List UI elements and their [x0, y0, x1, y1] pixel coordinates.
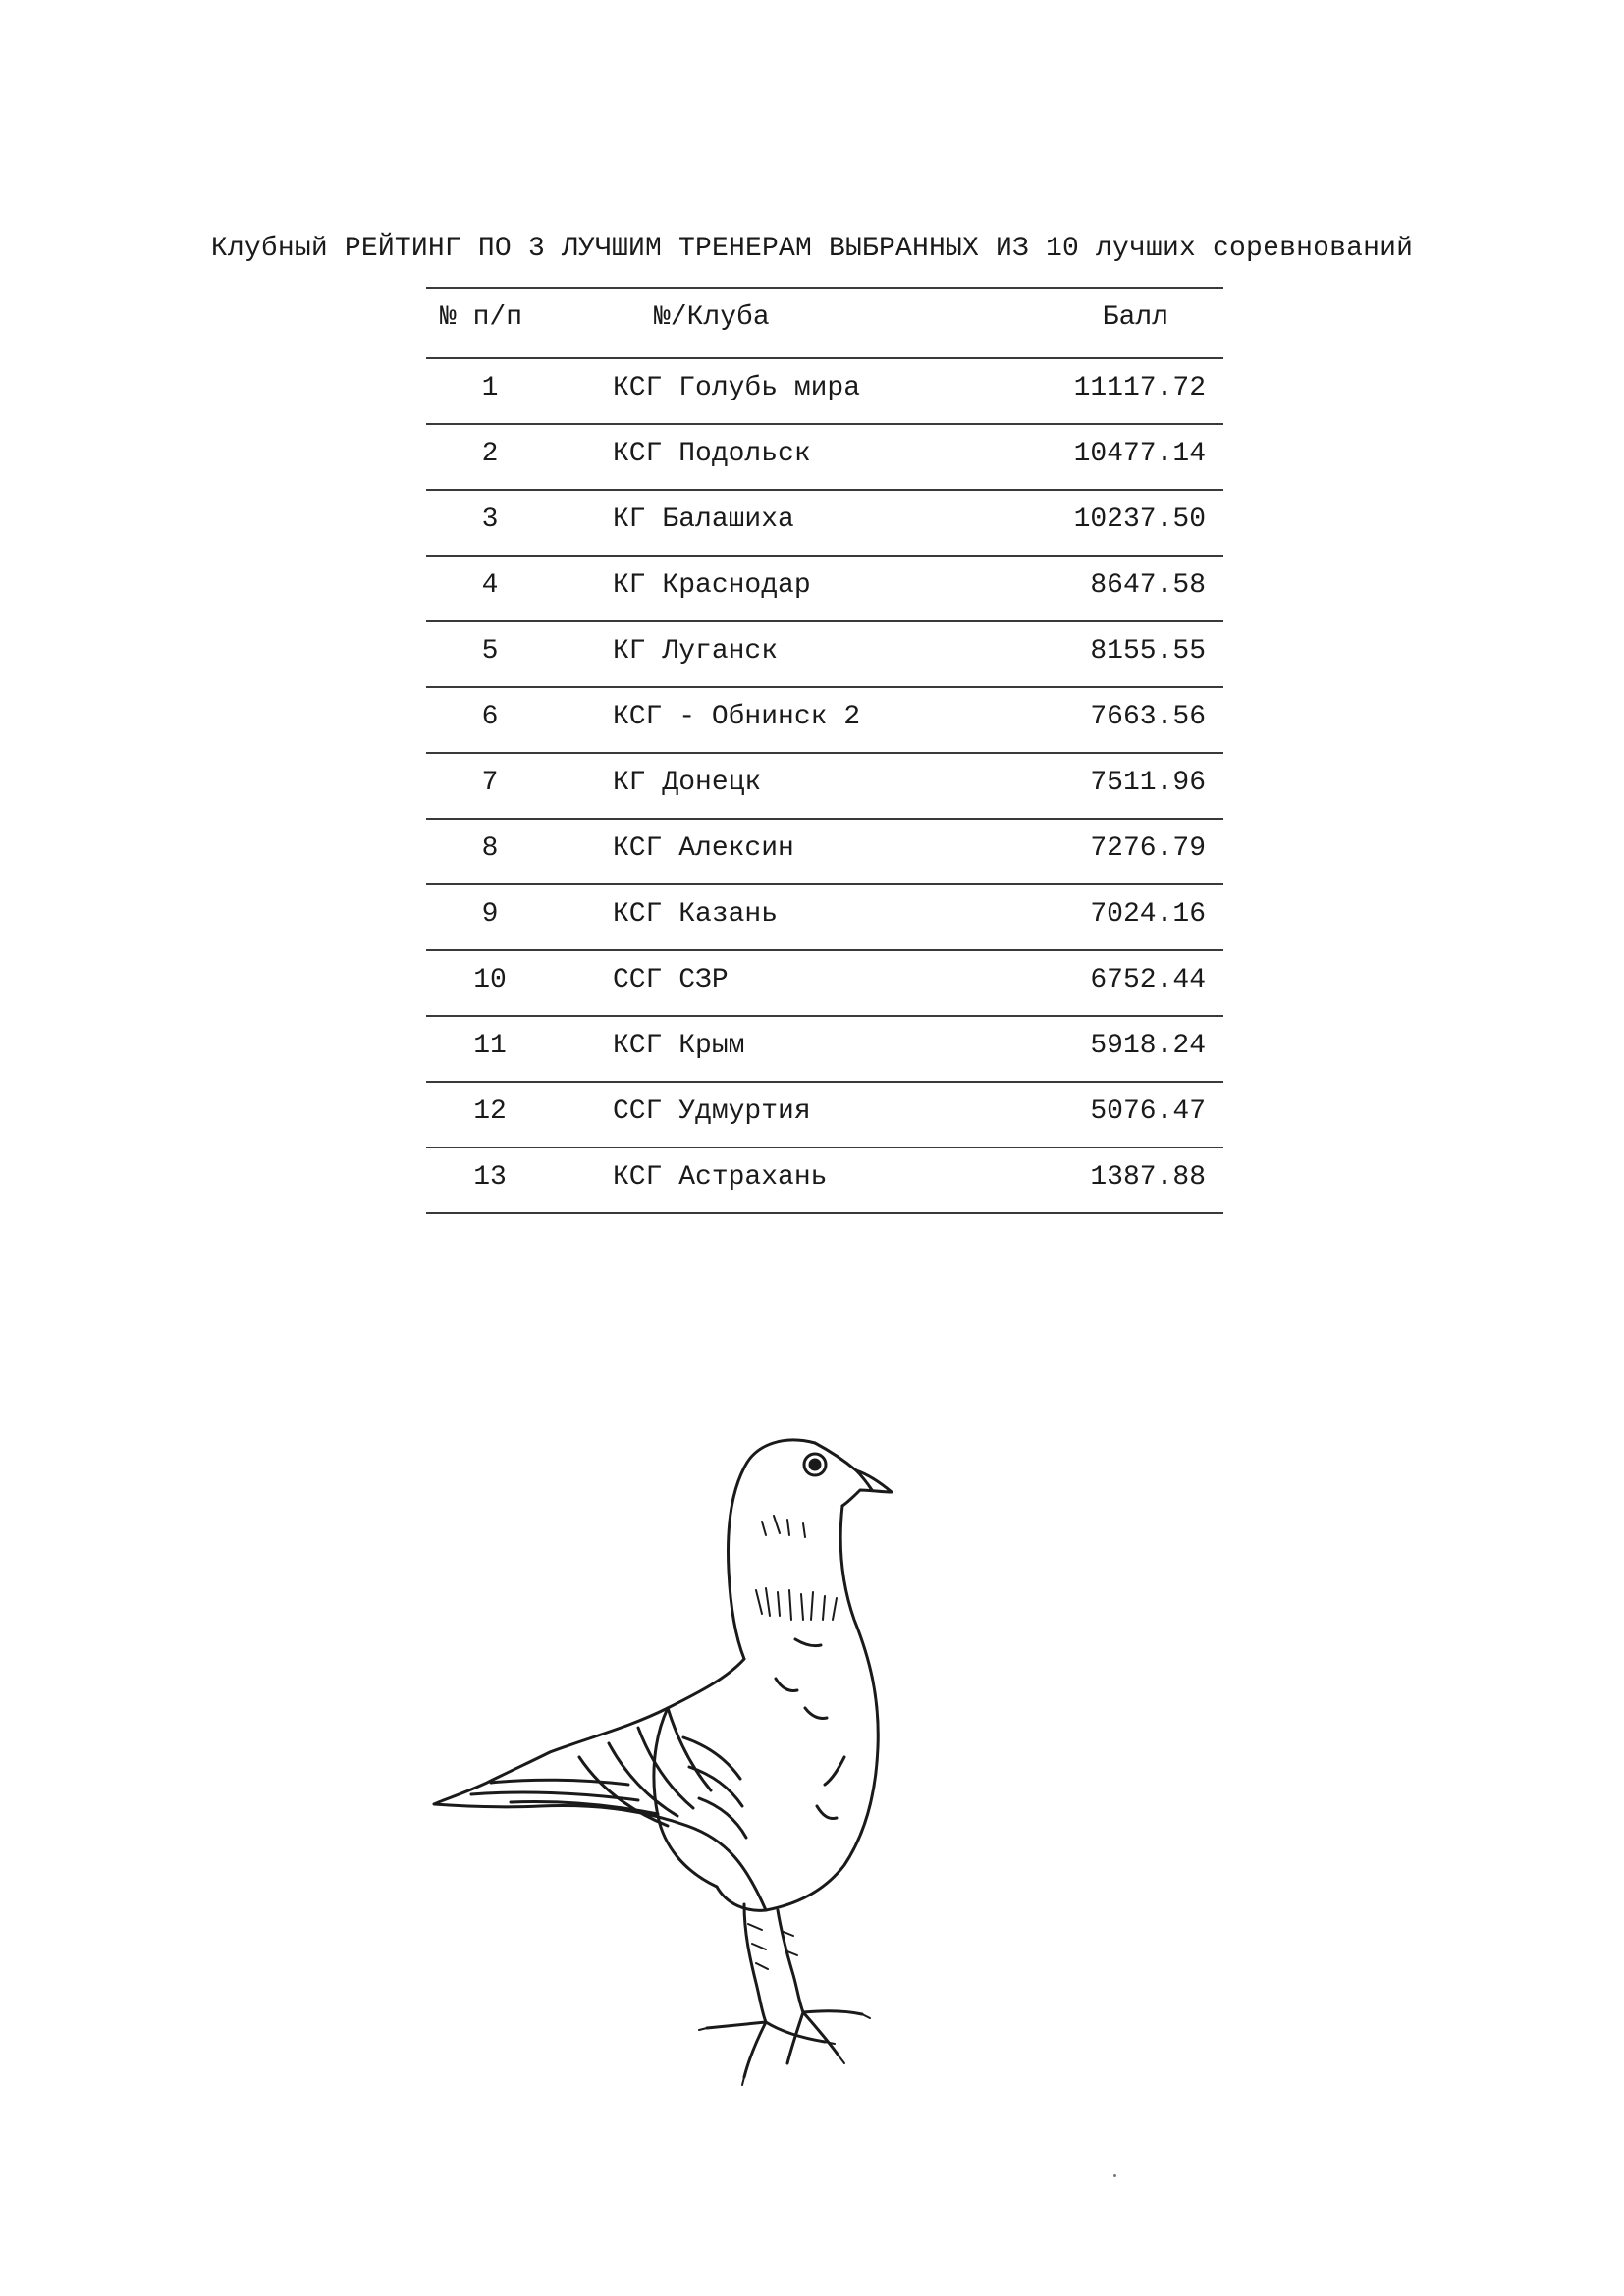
row-num: 5: [426, 621, 613, 687]
row-club: КГ Балашиха: [613, 490, 1005, 556]
row-club: ССГ Удмуртия: [613, 1082, 1005, 1148]
row-num: 9: [426, 884, 613, 950]
row-num: 3: [426, 490, 613, 556]
row-club: КГ Донецк: [613, 753, 1005, 819]
header-num: № п/п: [426, 288, 613, 358]
table-row: [426, 1016, 1223, 1082]
row-score: 7511.96: [1005, 753, 1223, 819]
header-score: Балл: [1005, 288, 1223, 358]
row-club: КСГ Голубь мира: [613, 358, 1005, 424]
table-header-row: [426, 288, 1223, 358]
row-club: КСГ Подольск: [613, 424, 1005, 490]
row-score: 10477.14: [1005, 424, 1223, 490]
row-num: 6: [426, 687, 613, 753]
row-club: КГ Луганск: [613, 621, 1005, 687]
rating-table: [426, 287, 1223, 1214]
table-row: [426, 753, 1223, 819]
table-row: [426, 1148, 1223, 1213]
row-score: 7276.79: [1005, 819, 1223, 884]
table-row: [426, 819, 1223, 884]
table-row: [426, 556, 1223, 621]
row-score: 5076.47: [1005, 1082, 1223, 1148]
row-score: 7663.56: [1005, 687, 1223, 753]
row-num: 4: [426, 556, 613, 621]
row-score: 7024.16: [1005, 884, 1223, 950]
row-num: 10: [426, 950, 613, 1016]
row-num: 8: [426, 819, 613, 884]
row-club: КГ Краснодар: [613, 556, 1005, 621]
row-club: КСГ Казань: [613, 884, 1005, 950]
pigeon-drawing-icon: [432, 1414, 1041, 2120]
scan-speck: [1113, 2174, 1116, 2177]
row-score: 11117.72: [1005, 358, 1223, 424]
row-num: 7: [426, 753, 613, 819]
row-score: 8155.55: [1005, 621, 1223, 687]
row-num: 11: [426, 1016, 613, 1082]
table-row: [426, 621, 1223, 687]
table-row: [426, 358, 1223, 424]
table-row: [426, 884, 1223, 950]
row-club: КСГ Крым: [613, 1016, 1005, 1082]
row-num: 13: [426, 1148, 613, 1213]
row-score: 5918.24: [1005, 1016, 1223, 1082]
row-club: КСГ Алексин: [613, 819, 1005, 884]
table-row: [426, 490, 1223, 556]
table-row: [426, 1082, 1223, 1148]
row-score: 1387.88: [1005, 1148, 1223, 1213]
row-score: 6752.44: [1005, 950, 1223, 1016]
table-row: [426, 950, 1223, 1016]
table-row: [426, 424, 1223, 490]
page-title: Клубный РЕЙТИНГ ПО 3 ЛУЧШИМ ТРЕНЕРАМ ВЫБРАННЫХ ИЗ 10 лучших соревнований: [210, 234, 1414, 264]
row-club: ССГ СЗР: [613, 950, 1005, 1016]
row-num: 2: [426, 424, 613, 490]
table-row: [426, 687, 1223, 753]
row-num: 1: [426, 358, 613, 424]
row-club: КСГ - Обнинск 2: [613, 687, 1005, 753]
row-score: 10237.50: [1005, 490, 1223, 556]
row-num: 12: [426, 1082, 613, 1148]
header-club: №/Клуба: [613, 288, 1005, 358]
row-club: КСГ Астрахань: [613, 1148, 1005, 1213]
row-score: 8647.58: [1005, 556, 1223, 621]
